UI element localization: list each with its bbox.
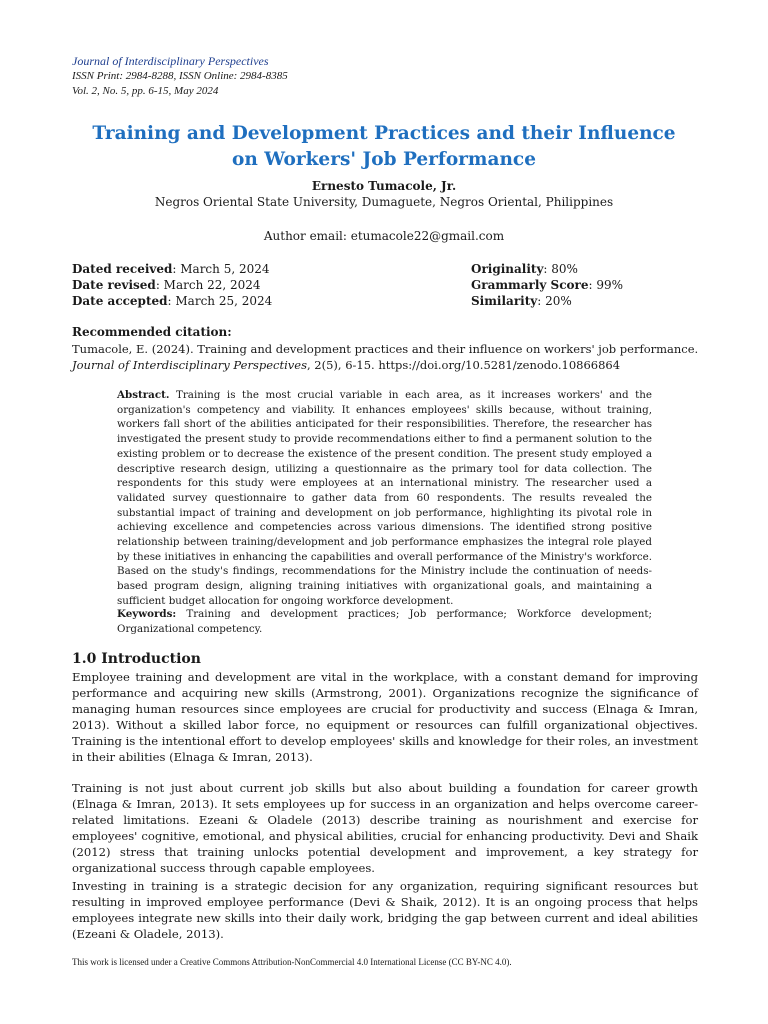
journal-name: Journal of Interdisciplinary Perspectives xyxy=(72,54,269,68)
intro-paragraph-1: Employee training and development are vital in the workplace, with a constant demand for improving performance and acquiring new skills (Armstrong, 2001). Organizations recognize the significance of managing human resources since employees are crucial for productivity and success (Elnaga & Imran, 2013). Without a skilled labor force, no equipment or resources can fulfill organizational objectives. Training is the intentional effort to develop employees' skills and knowledge for their roles, an investment in their abilities (Elnaga & Imran, 2013). xyxy=(72,670,698,764)
keywords xyxy=(117,607,652,636)
author-email: Author email: etumacole22@gmail.com xyxy=(263,229,505,243)
section-heading: 1.0 Introduction xyxy=(72,651,201,667)
paper-title: Training and Development Practices and their Influence on Workers' Job Performance xyxy=(92,123,676,170)
citation-label: Recommended citation: xyxy=(72,325,232,339)
date-accepted: Date accepted: March 25, 2024 xyxy=(72,294,273,308)
intro-paragraph-3: Investing in training is a strategic decision for any organization, requiring significant resources but resulting in improved employee performance (Devi & Shaik, 2012). It is an ongoing process that helps employees integrate new skills into their daily work, bridging the gap between current and ideal abilities (Ezeani & Oladele, 2013). xyxy=(72,879,698,941)
citation-journal: Journal of Interdisciplinary Perspectives xyxy=(72,358,307,372)
license-footer: This work is licensed under a Creative Commons Attribution-NonCommercial 4.0 International License (CC BY-NC 4.0). xyxy=(72,957,512,967)
author-affiliation: Negros Oriental State University, Dumaguete, Negros Oriental, Philippines xyxy=(154,195,614,209)
citation-line-2: Journal of Interdisciplinary Perspectives, 2(5), 6-15. https://doi.org/10.5281/zenodo.10866864 xyxy=(72,358,621,372)
dates-block xyxy=(72,261,272,309)
grammarly-score: Grammarly Score: 99% xyxy=(471,278,624,292)
keywords-text: Training and development practices; Job performance; Workforce development; Organizational competency. xyxy=(117,608,652,635)
citation-line-1: Tumacole, E. (2024). Training and development practices and their influence on workers' job performance. xyxy=(72,342,699,356)
intro-paragraph-2: Training is not just about current job skills but also about building a foundation for career growth (Elnaga & Imran, 2013). It sets employees up for success in an organization and helps overcome career-related limitations. Ezeani & Oladele (2013) describe training as nourishment and exercise for employees' cognitive, emotional, and physical abilities, crucial for enhancing productivity. Devi and Shaik (2012) stress that training unlocks potential development and improvement, a key strategy for organizational success through capable employees. xyxy=(72,781,698,875)
date-revised: Date revised: March 22, 2024 xyxy=(72,278,261,292)
journal-volume: Vol. 2, No. 5, pp. 6-15, May 2024 xyxy=(72,85,219,97)
citation-text xyxy=(72,341,712,373)
originality-score: Originality: 80% xyxy=(471,262,578,276)
scores-block xyxy=(471,261,623,309)
date-received: Dated received: March 5, 2024 xyxy=(72,262,270,276)
similarity-score: Similarity: 20% xyxy=(471,294,572,308)
author-name: Ernesto Tumacole, Jr. xyxy=(311,179,457,193)
abstract xyxy=(117,388,652,609)
journal-header xyxy=(72,54,288,99)
abstract-text: Training is the most crucial variable in each area, as it increases workers' and the organization's competency and viability. It enhances employees' skills because, without training, workers fall short of the abilities anticipated for their responsibilities. Therefore, the researcher has investigated the present study to provide recommendations either to find a permanent solution to the existing problem or to decrease the existence of the present condition. The present study employed a descriptive research design, utilizing a questionnaire as the primary tool for data collection. The respondents for this study were employees at an international ministry. The researcher used a validated survey questionnaire to gather data from 60 respondents. The results revealed the substantial impact of training and development on job performance, highlighting its pivotal role in achieving excellence and competencies across various dimensions. The identified strong positive relationship between training/development and job performance emphasizes the integral role played by these initiatives in enhancing the capabilities and overall performance of the Ministry's workforce. Based on the study's findings, recommendations for the Ministry include the continuation of needs-based program design, aligning training initiatives with organizational goals, and maintaining a sufficient budget allocation for ongoing workforce development. xyxy=(117,389,653,607)
abstract-label: Abstract. xyxy=(117,389,170,401)
journal-issn: ISSN Print: 2984-8288, ISSN Online: 2984-8385 xyxy=(72,70,288,82)
keywords-label: Keywords: xyxy=(117,608,177,620)
